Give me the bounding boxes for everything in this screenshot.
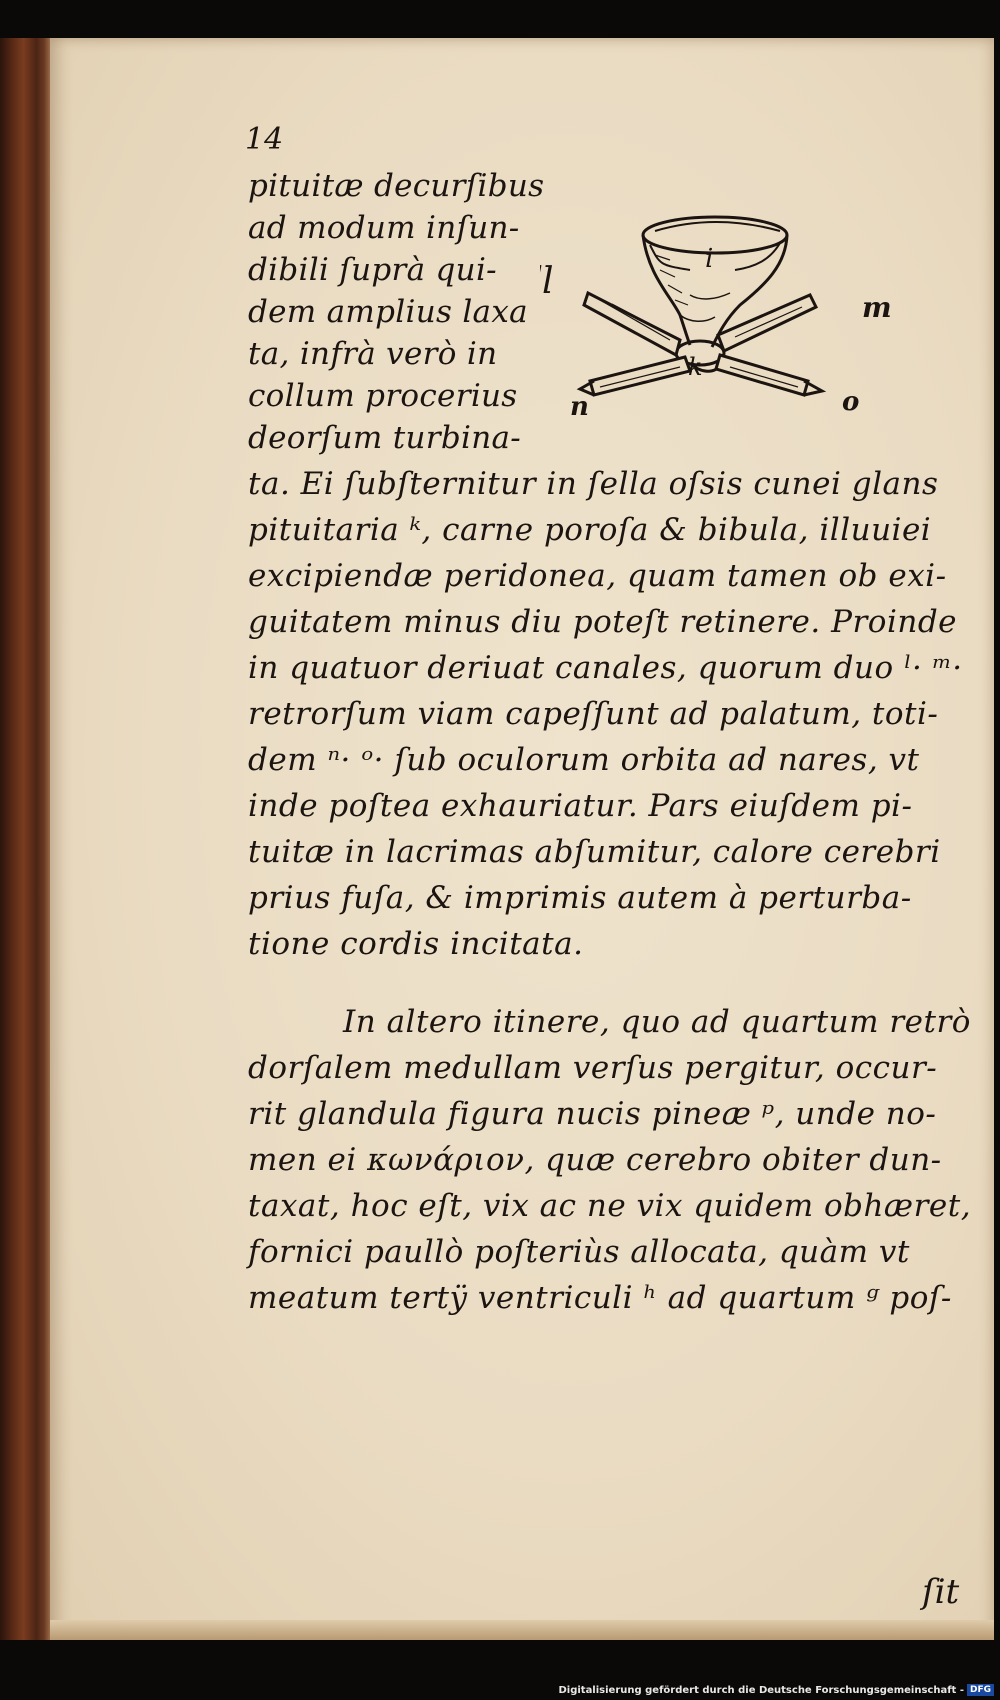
text-line: retrorſum viam capeſſunt ad palatum, toti-	[248, 696, 939, 732]
dfg-logo: DFG	[967, 1684, 994, 1696]
text-line: ta. Ei ſubſternitur in ſella oſsis cunei glans	[248, 466, 939, 502]
text-line: tione cordis incitata.	[248, 926, 584, 962]
page-number: 14	[245, 122, 284, 157]
figure-label-m: m	[862, 291, 892, 324]
text-line: dem amplius laxa	[248, 294, 528, 330]
text-line: collum procerius	[248, 378, 518, 414]
digitization-credit	[558, 1684, 994, 1696]
figure-label-k: k	[688, 353, 703, 381]
text-line: dibili ſuprà qui-	[248, 252, 497, 288]
text-line: pituitaria ᵏ, carne poroſa & bibula, illuuiei	[248, 512, 932, 548]
credit-text: Digitalisierung gefördert durch die Deutsche Forschungsgemeinschaft -	[558, 1685, 964, 1696]
text-line: dem ⁿ· ᵒ· ſub oculorum orbita ad nares, vt	[248, 742, 920, 778]
pituitary-funnel-figure	[540, 205, 900, 435]
text-line: guitatem minus diu poteſt retinere. Proinde	[248, 604, 958, 640]
text-line: prius fuſa, & imprimis autem à perturba-	[248, 880, 912, 916]
book-spine	[0, 38, 52, 1640]
text-line: meatum tertÿ ventriculi ʰ ad quartum ᵍ poſ-	[248, 1280, 952, 1316]
scan-top-border	[0, 0, 1000, 38]
catchword: ſit	[922, 1572, 960, 1612]
text-line: pituitæ decurſibus	[248, 168, 545, 204]
text-line: deorſum turbina-	[248, 420, 522, 456]
page-bottom-edge	[50, 1620, 994, 1640]
text-line: men ei κωνάριον, quæ cerebro obiter dun-	[248, 1142, 942, 1178]
text-line: ad modum inſun-	[248, 210, 520, 246]
text-line: rit glandula figura nucis pineæ ᵖ, unde no-	[248, 1096, 937, 1132]
figure-label-i: i	[705, 244, 714, 274]
text-line: dorſalem medullam verſus pergitur, occur-	[248, 1050, 938, 1086]
figure-label-l: l	[542, 261, 554, 302]
text-line: taxat, hoc eſt, vix ac ne vix quidem obhæret,	[248, 1188, 972, 1224]
text-line: inde poſtea exhauriatur. Pars eiuſdem pi-	[248, 788, 913, 824]
text-line: excipiendæ peridonea, quam tamen ob exi-	[248, 558, 947, 594]
text-line: tuitæ in lacrimas abſumitur, calore cerebri	[248, 834, 941, 870]
scan-right-border	[994, 38, 1000, 1640]
text-line: in quatuor deriuat canales, quorum duo ˡ· ᵐ·	[248, 650, 963, 686]
text-line: fornici paullò poſteriùs allocata, quàm vt	[248, 1234, 910, 1270]
figure-label-n: n	[570, 392, 589, 422]
text-line: In altero itinere, quo ad quartum retrò	[343, 1004, 971, 1040]
figure-label-o: o	[842, 387, 860, 417]
text-line: ta, infrà verò in	[248, 336, 498, 372]
